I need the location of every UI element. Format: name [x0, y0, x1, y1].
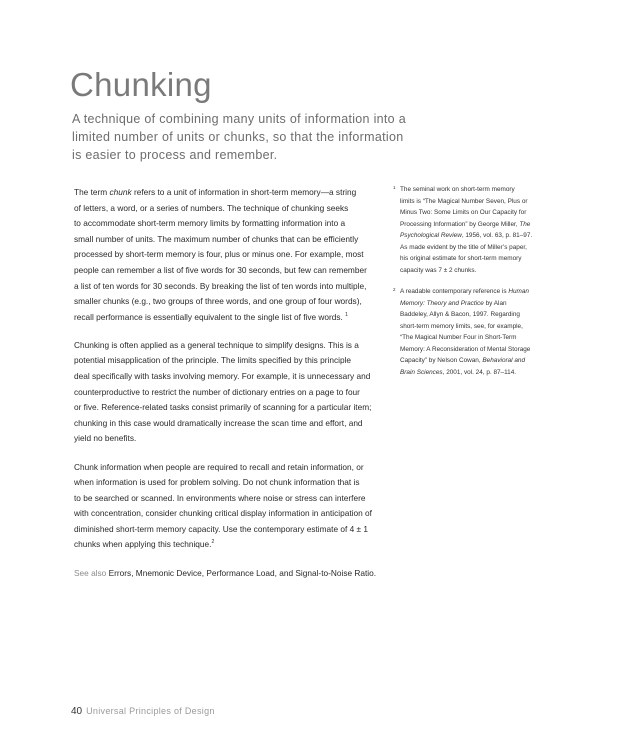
see-also-label: See also — [74, 567, 107, 578]
footnote-ref-2: 2 — [211, 539, 215, 546]
text-line — [74, 310, 374, 326]
text-line — [400, 298, 568, 310]
text-run: chunks when applying this technique. — [74, 539, 212, 550]
text-line — [400, 355, 568, 367]
italic-term: Behavioral and — [482, 357, 526, 364]
body-paragraph-2 — [74, 338, 374, 447]
text-line: deal specifically with tasks involving memory. For example, it is unnecessary and — [74, 371, 371, 382]
text-line: potential misapplication of the principle. The limits specified by this principle — [74, 355, 352, 366]
text-run: refers to a unit of information in short-term memory—a string — [131, 187, 357, 197]
footnote-number: 1 — [393, 185, 396, 190]
text-line — [74, 185, 374, 201]
text-line: “The Magical Number Four in Short-Term — [400, 334, 517, 341]
text-line: Baddeley, Allyn & Bacon, 1997. Regarding — [400, 311, 520, 318]
text-line: of letters, a word, or a series of numbers. The technique of chunking seeks — [74, 202, 349, 213]
subtitle-line: A technique of combining many units of information into a — [72, 112, 406, 126]
footnotes-column — [393, 184, 568, 388]
text-line: when information is used for problem solving. Do not chunk information that is — [74, 477, 360, 488]
italic-term: The — [519, 220, 531, 228]
page-title: Chunking — [70, 66, 212, 103]
text-line: to accommodate short-term memory limits by formatting information into a — [74, 218, 346, 229]
footnote-ref-1: 1 — [345, 311, 348, 318]
italic-term: chunk — [109, 187, 132, 197]
text-line: Chunking is often applied as a general technique to simplify designs. This is a — [74, 339, 359, 350]
book-title: Universal Principles of Design — [86, 706, 215, 716]
text-line: short-term memory limits, see, for example, — [400, 322, 523, 330]
see-also — [74, 566, 377, 582]
text-line: or five. Reference-related tasks consist primarily of scanning for a particular item; — [74, 402, 372, 413]
text-line: people can remember a list of five words for 30 seconds, but few can remember — [74, 264, 367, 275]
italic-term: Brain Sciences — [400, 368, 443, 376]
italic-term: Psychological Review — [400, 232, 462, 239]
text-line — [400, 219, 568, 231]
text-run: , 1956, vol. 63, p. 81–97. — [461, 232, 533, 239]
text-line: Chunk information when people are required to recall and retain information, or — [74, 461, 364, 472]
text-line: Minus Two: Some Limits on Our Capacity for — [400, 209, 527, 216]
text-line: processed by short-term memory is four, plus or minus one. For example, most — [74, 249, 364, 260]
text-line: counterproductive to restrict the number of dictionary entries on a page to four — [74, 386, 360, 397]
text-line: with concentration, consider chunking critical display information in anticipation of — [74, 508, 372, 519]
footnote-number: 2 — [393, 287, 396, 292]
text-line: his original estimate for short-term memory — [400, 255, 522, 262]
body-column — [74, 185, 377, 594]
text-run: , 2001, vol. 24, p. 87–114. — [442, 368, 517, 376]
subtitle — [72, 110, 406, 164]
text-run: The term — [74, 187, 110, 197]
text-line — [400, 230, 568, 242]
text-line: smaller chunks (e.g., two groups of three words, and one group of four words), — [74, 296, 362, 307]
text-line: yield no benefits. — [74, 433, 137, 444]
body-paragraph-1 — [74, 185, 374, 325]
page-number: 40 — [71, 706, 83, 717]
italic-term: Memory: Theory and Practice — [400, 299, 484, 307]
text-run: Capacity” by Nelson Cowan, — [400, 357, 483, 364]
subtitle-line: limited number of units or chunks, so that the information — [72, 130, 404, 144]
footnote-1 — [393, 184, 568, 276]
text-line: to be searched or scanned. In environments where noise or stress can interfere — [74, 492, 366, 503]
text-line: The seminal work on short-term memory — [400, 186, 515, 193]
text-line: a list of ten words for 30 seconds. By breaking the list of ten words into multiple, — [74, 280, 367, 291]
text-line: diminished short-term memory capacity. Use the contemporary estimate of 4 ± 1 — [74, 523, 368, 534]
italic-term: Human — [508, 288, 529, 295]
text-run: Processing Information” by George Miller, — [400, 220, 520, 228]
text-run: A readable contemporary reference is — [400, 288, 509, 295]
text-line — [400, 367, 568, 379]
text-run: by Alan — [483, 299, 507, 307]
see-also-links[interactable]: Errors, Mnemonic Device, Performance Load, and Signal-to-Noise Ratio. — [106, 567, 377, 578]
text-run: recall performance is essentially equivalent to the single list of five words. — [74, 311, 343, 322]
text-line: small number of units. The maximum number of chunks that can be efficiently — [74, 233, 359, 244]
text-line: As made evident by the title of Miller’s paper, — [400, 243, 527, 251]
text-line — [74, 537, 374, 553]
text-line: chunking in this case would dramatically increase the scan time and effort, and — [74, 417, 363, 428]
text-line: capacity was 7 ± 2 chunks. — [400, 266, 477, 274]
text-line — [74, 566, 377, 582]
footnote-2 — [393, 286, 568, 378]
text-line: Memory: A Reconsideration of Mental Storage — [400, 345, 531, 353]
text-line — [400, 286, 568, 298]
page-footer — [71, 706, 215, 717]
text-line: limits is “The Magical Number Seven, Plus or — [400, 197, 528, 205]
subtitle-line: is easier to process and remember. — [72, 148, 278, 162]
body-paragraph-3 — [74, 460, 374, 554]
